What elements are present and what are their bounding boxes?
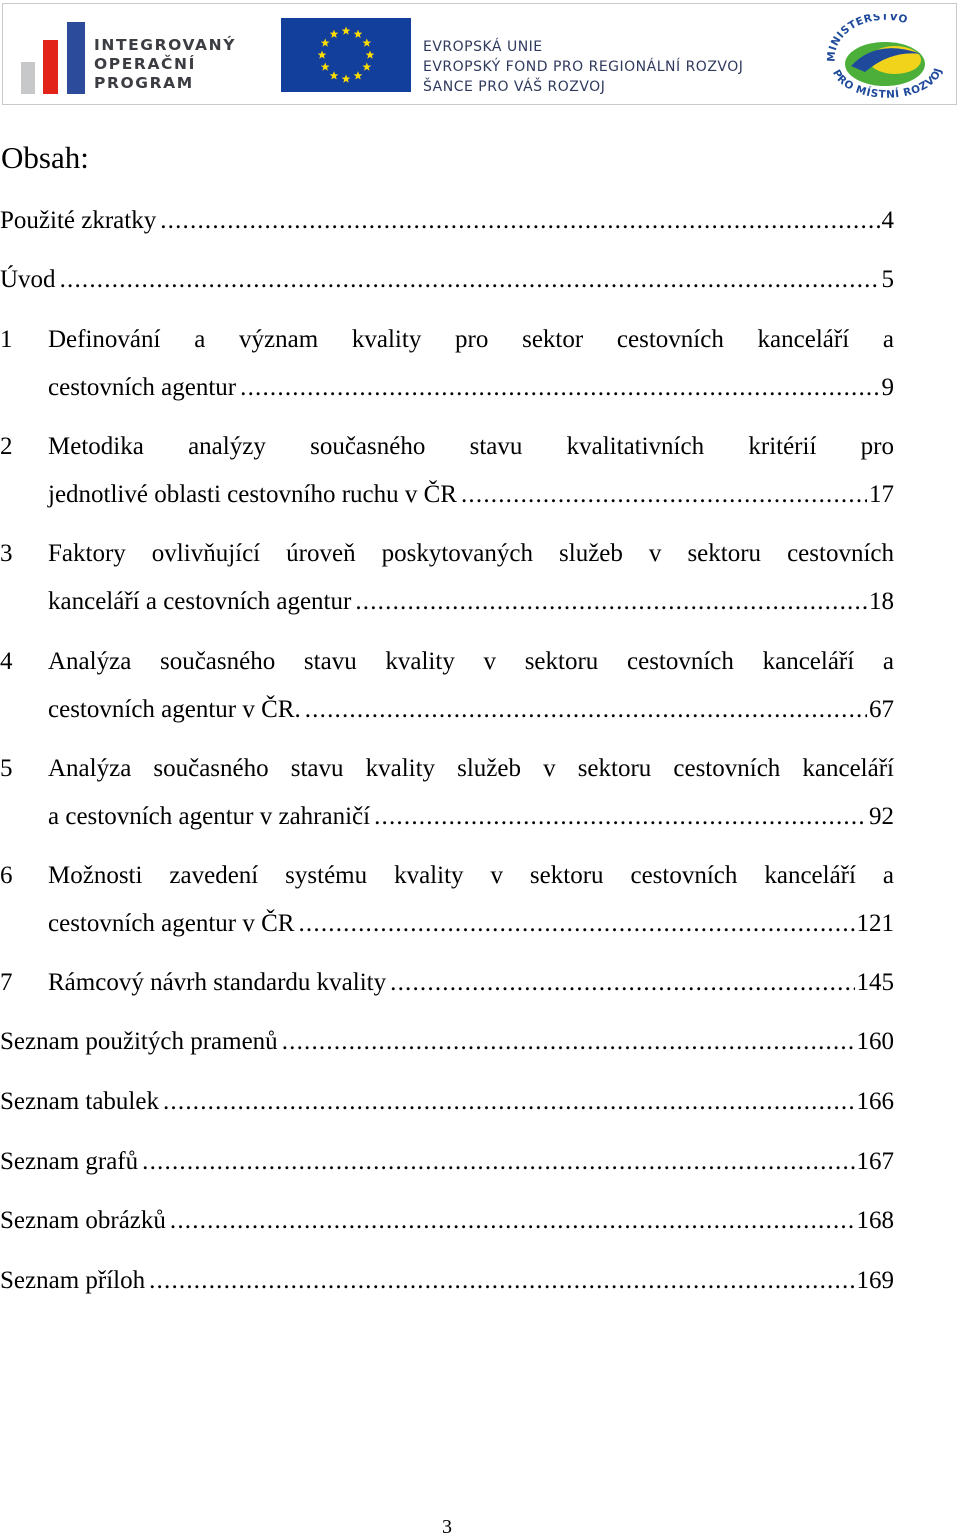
toc-entry-number: 5: [0, 755, 13, 782]
toc-entry-link[interactable]: [0, 1145, 894, 1179]
toc-entry-title: Seznam obrázků: [0, 1207, 166, 1234]
toc-entry-title: Úvod: [0, 266, 56, 293]
toc-entry-title: Použité zkratky: [0, 207, 157, 234]
toc-dot-leader: [282, 1025, 855, 1059]
toc-dot-leader: [298, 907, 854, 941]
mmr-top-text: MINISTERSTVO: [825, 14, 910, 63]
toc-entry-title: Seznam příloh: [0, 1267, 146, 1294]
toc-entry-title: Seznam grafů: [0, 1148, 139, 1175]
toc-entry-link[interactable]: [48, 585, 894, 619]
toc-entry-title: Rámcový návrh standardu kvality: [48, 969, 387, 996]
toc-entry-page: 166: [856, 1088, 894, 1115]
toc-entry-link[interactable]: [0, 1025, 894, 1059]
toc-entry-page: 18: [869, 588, 894, 615]
toc-entry-title-line[interactable]: Analýza současného stavu kvality v sektoru cestovních kanceláří a: [48, 648, 894, 675]
toc-dot-leader: [374, 800, 867, 834]
toc-dot-leader: [142, 1145, 854, 1179]
toc-entry-page: 121: [856, 910, 894, 937]
toc-entry-link[interactable]: [48, 966, 894, 1000]
toc-entry-title: Seznam použitých pramenů: [0, 1028, 278, 1055]
toc-entry-page: 5: [881, 266, 894, 293]
toc-entry-title: cestovních agentur: [48, 374, 237, 401]
toc-entry-page: 9: [881, 374, 894, 401]
toc-dot-leader: [390, 966, 854, 1000]
toc-dot-leader: [163, 1085, 855, 1119]
toc-entry-title: kanceláří a cestovních agentur: [48, 588, 352, 615]
eu-line-3: ŠANCE PRO VÁŠ ROZVOJ: [423, 79, 606, 95]
toc-entry-page: 167: [856, 1148, 894, 1175]
toc-entry-title: a cestovních agentur v zahraničí: [48, 803, 371, 830]
toc-entry-number: 7: [0, 969, 13, 996]
toc-entry-page: 168: [856, 1207, 894, 1234]
toc-entry-link[interactable]: [48, 371, 894, 405]
iop-line-3: PROGRAM: [94, 74, 194, 92]
toc-entry-link[interactable]: [0, 1085, 894, 1119]
toc-entry-link[interactable]: [48, 907, 894, 941]
toc-dot-leader: [60, 263, 880, 297]
toc-entry-number: 4: [0, 648, 13, 675]
eu-line-2: EVROPSKÝ FOND PRO REGIONÁLNÍ ROZVOJ: [423, 59, 744, 75]
toc-entry-page: 17: [869, 481, 894, 508]
toc-entry-page: 4: [881, 207, 894, 234]
toc-entry-number: 3: [0, 540, 13, 567]
toc-entry-page: 67: [869, 696, 894, 723]
toc-entry-title: cestovních agentur v ČR: [48, 910, 295, 937]
toc-dot-leader: [305, 693, 867, 727]
toc-entry-title: cestovních agentur v ČR.: [48, 696, 301, 723]
toc-entry-title: jednotlivé oblasti cestovního ruchu v ČR: [48, 481, 457, 508]
toc-entry-page: 145: [856, 969, 894, 996]
toc-entry-link[interactable]: [0, 263, 894, 297]
toc-entry-page: 92: [869, 803, 894, 830]
toc-entry-link[interactable]: [48, 693, 894, 727]
toc-dot-leader: [240, 371, 879, 405]
toc-entry-number: 2: [0, 433, 13, 460]
eu-line-1: EVROPSKÁ UNIE: [423, 39, 543, 55]
toc-entry-page: 169: [856, 1267, 894, 1294]
iop-line-2: OPERAČNÍ: [94, 55, 196, 73]
toc-dot-leader: [160, 204, 879, 238]
toc-entry-number: 6: [0, 862, 13, 889]
toc-entry-title-line[interactable]: Definování a význam kvality pro sektor cestovních kanceláří a: [48, 326, 894, 353]
iop-line-1: INTEGROVANÝ: [94, 36, 237, 54]
toc-entry-title-line[interactable]: Analýza současného stavu kvality služeb v sektoru cestovních kanceláří: [48, 755, 894, 782]
toc-entry-number: 1: [0, 326, 13, 353]
toc-entry-link[interactable]: [48, 478, 894, 512]
footer-page-number: 3: [442, 1516, 452, 1538]
toc-dot-leader: [355, 585, 867, 619]
toc-entry-link[interactable]: [0, 1264, 894, 1298]
toc-entry-title-line[interactable]: Možnosti zavedení systému kvality v sektoru cestovních kanceláří a: [48, 862, 894, 889]
mmr-bottom-text: PRO MÍSTNÍ ROZVOJ: [830, 66, 945, 98]
toc-entry-link[interactable]: [0, 204, 894, 238]
toc-entry-title-line[interactable]: Metodika analýzy současného stavu kvalitativních kritérií pro: [48, 433, 894, 460]
toc-entry-title-line[interactable]: Faktory ovlivňující úroveň poskytovaných služeb v sektoru cestovních: [48, 540, 894, 567]
toc-entry-title: Seznam tabulek: [0, 1088, 159, 1115]
toc-dot-leader: [170, 1204, 855, 1238]
toc-dot-leader: [461, 478, 867, 512]
toc-dot-leader: [149, 1264, 854, 1298]
toc-entry-link[interactable]: [0, 1204, 894, 1238]
toc-heading: Obsah:: [1, 140, 89, 175]
toc-entry-link[interactable]: [48, 800, 894, 834]
toc-entry-page: 160: [856, 1028, 894, 1055]
